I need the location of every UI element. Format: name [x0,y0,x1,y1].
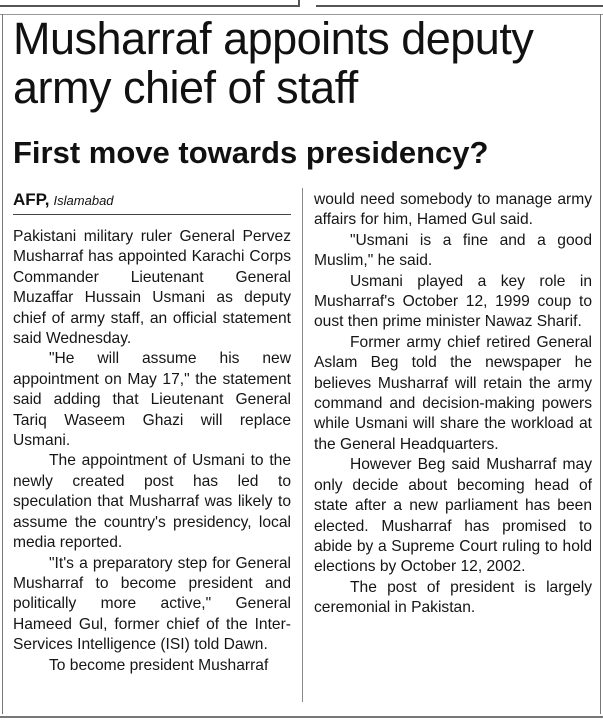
column-gutter-rule [302,188,303,702]
paragraph: Former army chief retired General Aslam Beg told the newspaper he believes Musharraf will retain the army command and decision-making powers while Usmani will share the workload at the General Headquarters. [314,333,592,453]
article-column-left [13,227,291,676]
article-column-right [314,190,592,619]
paragraph: Pakistani military ruler General Pervez Musharraf has appointed Karachi Corps Commander Lieutenant General Muzaffar Hussain Usmani as deputy chief of army staff, an official statement said Wednesday. [13,228,291,348]
byline [13,188,291,215]
subheadline: First move towards presidency? [13,135,489,170]
top-rule-left [0,0,300,7]
bottom-rule [0,716,603,718]
headline: Musharraf appoints deputy army chief of staff [13,13,534,113]
top-rule-right [316,0,603,7]
paragraph: However Beg said Musharraf may only decide about becoming head of state after a new parliament has been elected. Musharraf has promised to abide by a Supreme Court ruling to hold elections by October 12, 2002. [314,456,592,576]
paragraph: "It's a preparatory step for General Musharraf to become president and politically more active," General Hameed Gul, former chief of the Inter-Services Intelligence (ISI) told Dawn. [13,554,291,654]
paragraph: would need somebody to manage army affairs for him, Hamed Gul said. [314,191,592,229]
byline-agency: AFP, [13,190,50,209]
byline-dateline: Islamabad [53,193,114,208]
paragraph: To become president Musharraf [49,656,269,674]
paragraph: Usmani played a key role in Musharraf's October 12, 1999 coup to oust then prime minister Nawaz Sharif. [314,272,592,331]
paragraph: "He will assume his new appointment on May 17," the statement said adding that Lieutenant General Tariq Waseem Ghazi will replace Usmani. [13,350,291,450]
paragraph: The appointment of Usmani to the newly created post has led to speculation that Musharraf was likely to assume the country's presidency, local media reported. [13,452,291,552]
paragraph: "Usmani is a fine and a good Muslim," he said. [314,231,592,270]
frame-left-rule [2,14,3,714]
paragraph: The post of president is largely ceremonial in Pakistan. [314,578,592,617]
frame-right-rule [600,14,601,714]
